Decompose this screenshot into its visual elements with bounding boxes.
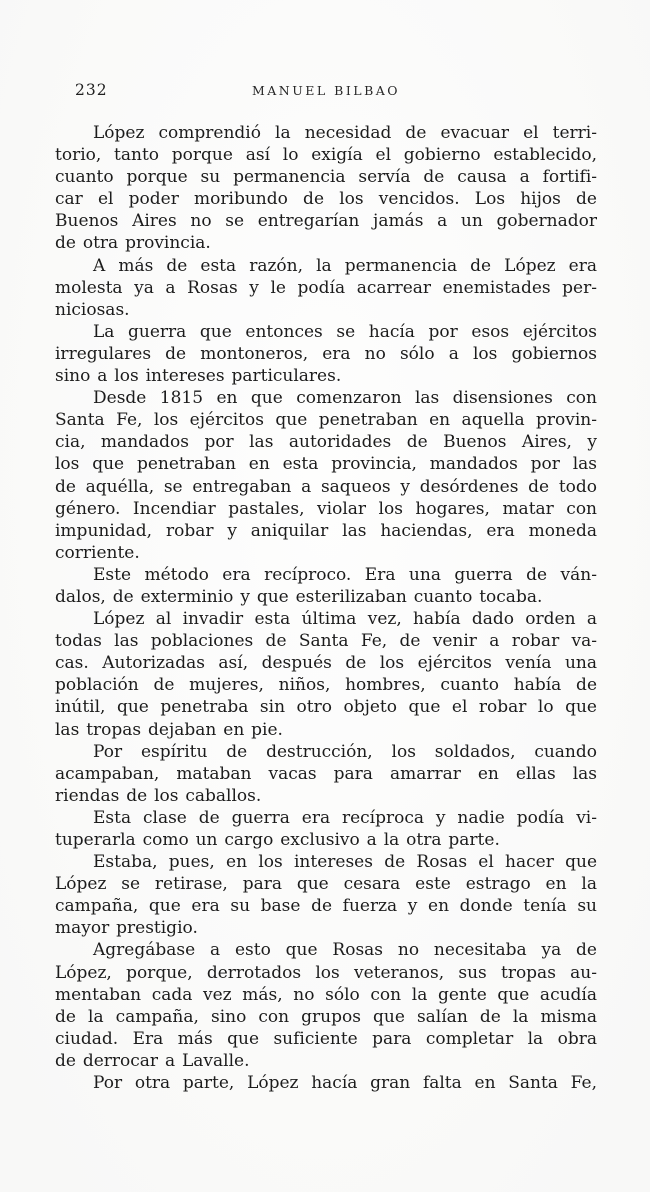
text-line: Desde 1815 en que comenzaron las disensiones con [93,388,597,409]
paragraph [55,608,597,741]
paragraph [55,939,597,1072]
paragraph [55,255,597,321]
text-line: Por otra parte, López hacía gran falta en Santa Fe, [93,1073,597,1094]
running-title: MANUEL BILBAO [251,83,401,98]
text-line: Este método era recíproco. Era una guerra de ván- [93,564,597,585]
text-line: cas. Autorizadas así, después de los ejércitos venía una [55,653,597,674]
text-line: mayor prestigio. [55,918,198,939]
text-line: López al invadir esta última vez, había dado orden a [93,609,597,630]
text-line: dalos, de exterminio y que esterilizaban cuanto tocaba. [55,586,543,607]
text-line: cuanto porque su permanencia servía de causa a fortifi- [55,167,597,188]
text-line: los que penetraban en esta provincia, mandados por las [55,454,597,475]
text-line: torio, tanto porque así lo exigía el gobierno establecido, [55,145,597,166]
text-line: irregulares de montoneros, era no sólo a los gobiernos [55,343,597,364]
text-line: población de mujeres, niños, hombres, cuanto había de [55,675,597,696]
page-body [55,122,597,1094]
paragraph [55,321,597,387]
text-line: Por espíritu de destrucción, los soldados, cuando [93,741,597,762]
text-line: de la campaña, sino con grupos que salían de la misma [55,1006,597,1027]
text-line: Agregábase a esto que Rosas no necesitaba ya de [93,940,597,961]
text-line: Estaba, pues, en los intereses de Rosas el hacer que [93,852,597,873]
text-line: A más de esta razón, la permanencia de López era [93,255,597,276]
text-line: Santa Fe, los ejércitos que penetraban en aquella provin- [55,410,597,431]
paragraph [55,122,597,255]
text-line: López se retirase, para que cesara este estrago en la [55,874,597,895]
text-line: López comprendió la necesidad de evacuar el terri- [93,123,597,143]
paragraph [55,851,597,939]
text-line: de otra provincia. [55,233,211,254]
paragraph [55,564,597,608]
text-line: todas las poblaciones de Santa Fe, de venir a robar va- [55,631,597,652]
text-line: tuperarla como un cargo exclusivo a la otra parte. [55,830,500,850]
text-line: López, porque, derrotados los veteranos, sus tropas au- [55,962,597,983]
text-line: sino a los intereses particulares. [55,366,342,387]
paragraph [55,1072,597,1094]
text-line: Esta clase de guerra era recíproca y nadie podía vi- [93,807,597,828]
text-line: niciosas. [55,299,130,320]
text-line: inútil, que penetraba sin otro objeto que el robar lo que [55,697,597,718]
text-line: género. Incendiar pastales, violar los hogares, matar con [55,498,597,519]
paragraph [55,387,597,564]
text-line: La guerra que entonces se hacía por esos ejércitos [93,321,597,342]
text-line: impunidad, robar y aniquilar las haciendas, era moneda [55,520,597,541]
text-line: ciudad. Era más que suficiente para completar la obra [55,1028,597,1049]
text-line: acampaban, mataban vacas para amarrar en ellas las [55,763,597,784]
text-line: las tropas dejaban en pie. [55,719,283,740]
text-line: de aquélla, se entregaban a saqueos y desórdenes de todo [55,476,597,497]
text-line: cia, mandados por las autoridades de Buenos Aires, y [55,432,597,453]
text-line: car el poder moribundo de los vencidos. Los hijos de [55,189,597,210]
page-number: 232 [75,81,108,99]
text-line: mentaban cada vez más, no sólo con la gente que acudía [55,984,597,1005]
text-line: corriente. [55,542,140,563]
text-line: Buenos Aires no se entregarían jamás a un gobernador [55,211,597,232]
paragraph [55,741,597,807]
text-line: campaña, que era su base de fuerza y en donde tenía su [55,896,597,917]
paragraph [55,807,597,851]
text-line: riendas de los caballos. [55,785,262,806]
text-line: molesta ya a Rosas y le podía acarrear enemistades per- [55,277,597,298]
page-header [55,82,597,98]
text-line: de derrocar a Lavalle. [55,1050,250,1071]
